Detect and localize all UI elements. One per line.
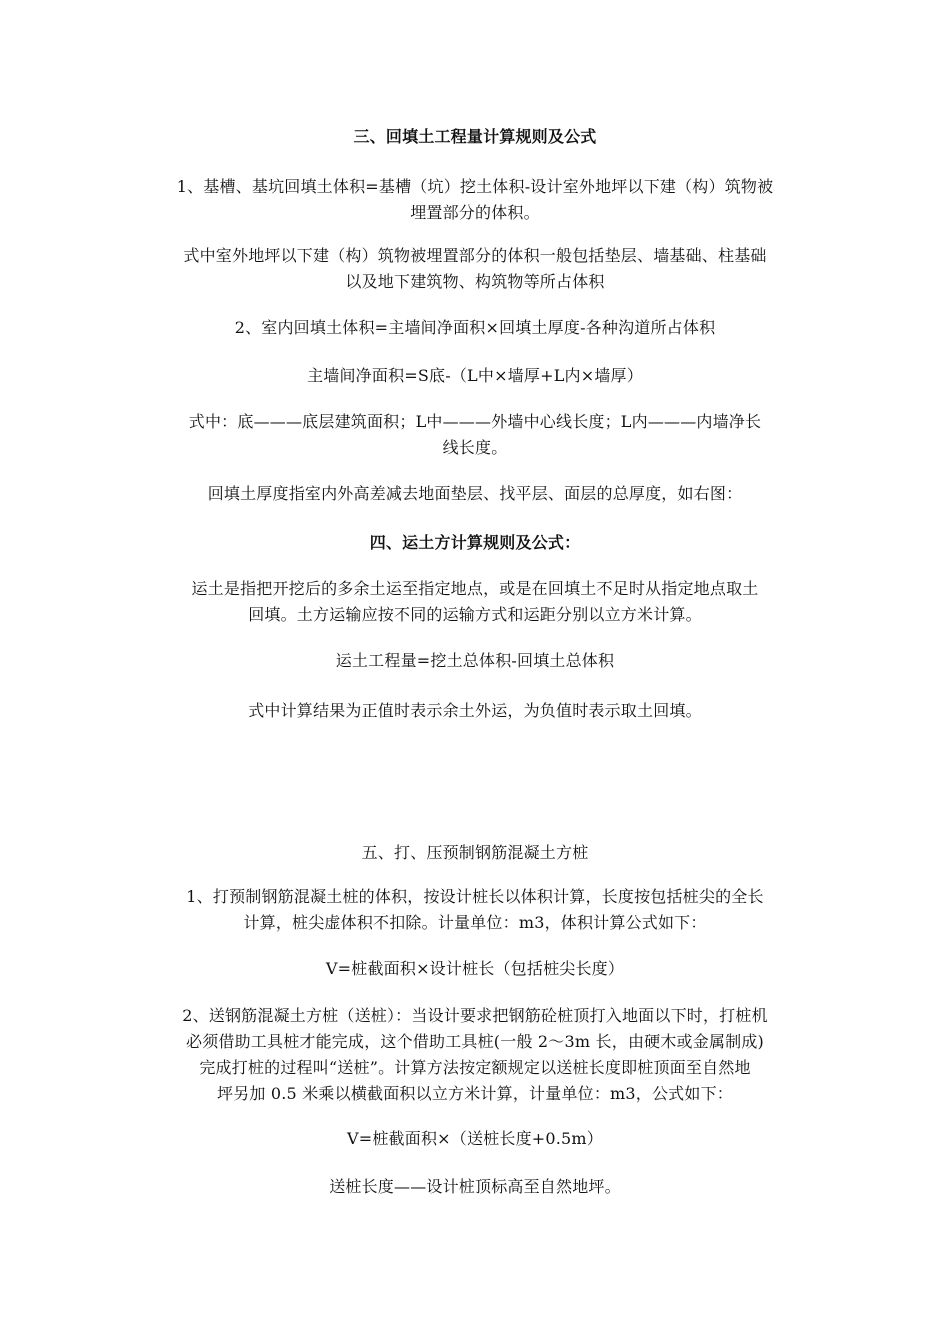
section4-formula: 运土工程量=挖土总体积-回填土总体积: [335, 651, 615, 670]
section3-para3: 2、室内回填土体积=主墙间净面积×回填土厚度-各种沟道所占体积: [234, 318, 716, 337]
section5-formula2: V=桩截面积×（送桩长度+0.5m）: [347, 1129, 603, 1148]
section5-para2-line2: 必须借助工具桩才能完成，这个借助工具桩(一般 2～3m 长，由硬木或金属制成): [186, 1032, 764, 1051]
section5-para2-line4: 坪另加 0.5 米乘以横截面积以立方米计算，计量单位：m3，公式如下：: [217, 1084, 733, 1103]
section5-para3: 送桩长度——设计桩顶标高至自然地坪。: [329, 1177, 621, 1196]
section3-para5: 回填土厚度指室内外高差减去地面垫层、找平层、面层的总厚度，如右图：: [207, 484, 743, 503]
section5-para2-line3: 完成打桩的过程叫“送桩”。计算方法按定额规定以送桩长度即桩顶面至自然地: [199, 1058, 751, 1077]
section3-para1-line1: 1、基槽、基坑回填土体积=基槽（坑）挖土体积-设计室外地坪以下建（构）筑物被: [176, 177, 774, 196]
section3-para4-line1: 式中：底———底层建筑面积；L中———外墙中心线长度；L内———内墙净长: [188, 412, 762, 431]
section3-heading: 三、回填土工程量计算规则及公式: [353, 127, 597, 146]
section5-para1-line1: 1、打预制钢筋混凝土桩的体积，按设计桩长以体积计算，长度按包括桩尖的全长: [186, 887, 764, 906]
section4-heading: 四、运土方计算规则及公式：: [369, 533, 581, 552]
section4-para2: 式中计算结果为正值时表示余土外运，为负值时表示取土回填。: [248, 701, 702, 720]
section3-para4-line2: 线长度。: [442, 438, 508, 457]
section5-para2-line1: 2、送钢筋混凝土方桩（送桩）：当设计要求把钢筋砼桩顶打入地面以下时，打桩机: [182, 1006, 768, 1025]
section3-para2-line2: 以及地下建筑物、构筑物等所占体积: [345, 272, 605, 291]
section5-formula1: V=桩截面积×设计桩长（包括桩尖长度）: [325, 959, 625, 978]
section3-para1-line2: 埋置部分的体积。: [410, 203, 540, 222]
section5-heading: 五、打、压预制钢筋混凝土方桩: [361, 843, 589, 862]
section3-para2-line1: 式中室外地坪以下建（构）筑物被埋置部分的体积一般包括垫层、墙基础、柱基础: [183, 246, 767, 265]
section5-para1-line2: 计算，桩尖虚体积不扣除。计量单位：m3，体积计算公式如下：: [243, 913, 707, 932]
section4-para1-line2: 回填。土方运输应按不同的运输方式和运距分别以立方米计算。: [248, 605, 702, 624]
section3-formula1: 主墙间净面积=S底-（L中×墙厚+L内×墙厚）: [307, 366, 643, 385]
section4-para1-line1: 运土是指把开挖后的多余土运至指定地点，或是在回填土不足时从指定地点取土: [191, 579, 759, 598]
